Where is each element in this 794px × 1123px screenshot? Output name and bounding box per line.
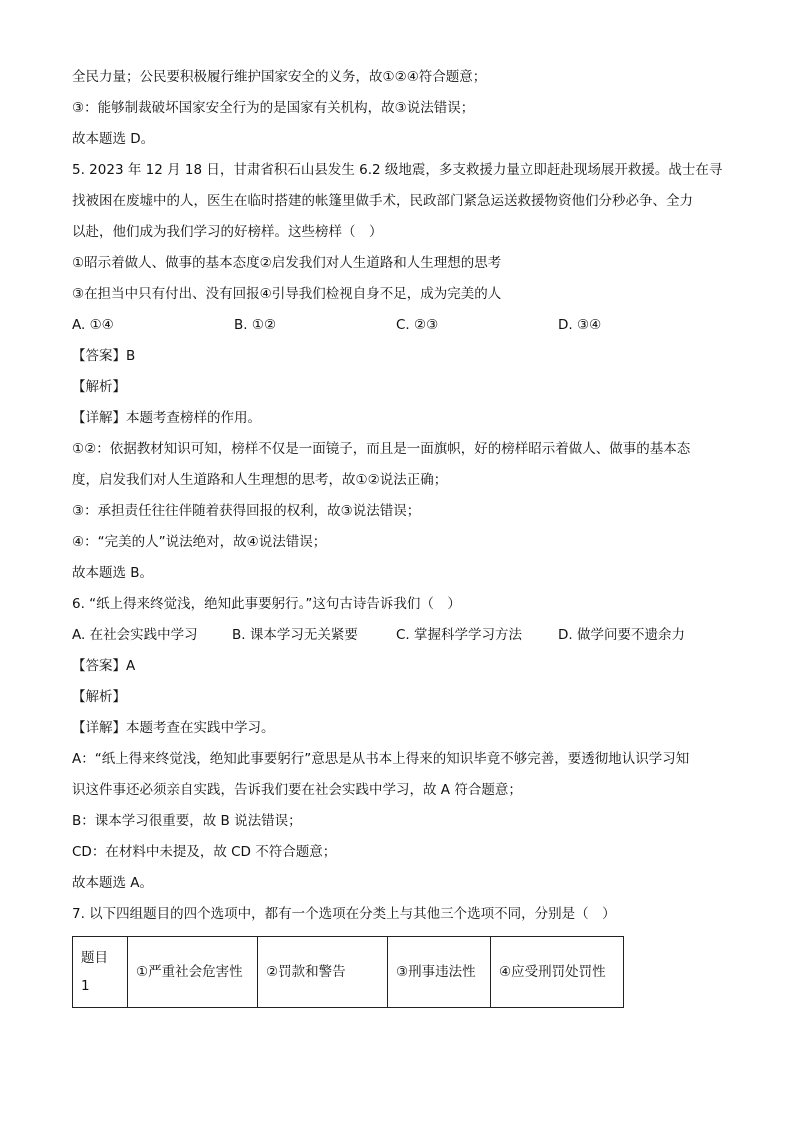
option-b: B. 课本学习无关紧要 xyxy=(232,627,358,643)
question-stem: 6. “纸上得来终觉浅，绝知此事要躬行。”这句古诗告诉我们（ ） xyxy=(72,596,461,612)
question-5 xyxy=(72,155,722,589)
analysis-label: 【解析】 xyxy=(72,689,126,705)
answer-options xyxy=(72,620,722,651)
detail-line: 【详解】本题考查在实践中学习。 xyxy=(72,720,275,736)
table-cell: ③刑事违法性 xyxy=(388,937,491,1008)
option-d: D. 做学问要不遗余力 xyxy=(558,627,685,643)
text-line: 全民力量；公民要积极履行维护国家安全的义务，故①②④符合题意； xyxy=(72,69,487,85)
question-stem: 7. 以下四组题目的四个选项中，都有一个选项在分类上与其他三个选项不同，分别是（ ） xyxy=(72,906,616,922)
question-stem: 5. 2023 年 12 月 18 日，甘肃省积石山县发生 6.2 级地震，多支救援力量立即赶赴现场展开救援。战士在寻 xyxy=(72,162,723,178)
explanation-line: ④：“完美的人”说法绝对，故④说法错误； xyxy=(72,534,327,550)
text-line: 故本题选 D。 xyxy=(72,131,155,147)
answer-line: 【答案】B xyxy=(72,348,136,364)
question-stem: 以赴，他们成为我们学习的好榜样。这些榜样（ ） xyxy=(72,224,383,240)
explanation-line: CD：在材料中未提及，故 CD 不符合题意； xyxy=(72,844,337,860)
table-cell: ①严重社会危害性 xyxy=(128,937,258,1008)
question-7 xyxy=(72,899,722,1008)
option-c: C. ②③ xyxy=(396,317,439,333)
conclusion-line: 故本题选 A。 xyxy=(72,875,154,891)
table-cell: ②罚款和警告 xyxy=(258,937,388,1008)
answer-options xyxy=(72,310,722,341)
option-a: A. 在社会实践中学习 xyxy=(72,627,198,643)
detail-line: 【详解】本题考查榜样的作用。 xyxy=(72,410,261,426)
table-cell-label: 题目 1 xyxy=(73,937,128,1008)
conclusion-line: 故本题选 B。 xyxy=(72,565,154,581)
statement-line: ①昭示着做人、做事的基本态度②启发我们对人生道路和人生理想的思考 xyxy=(72,255,502,271)
classification-table xyxy=(72,936,624,1008)
answer-line: 【答案】A xyxy=(72,658,136,674)
option-b: B. ①② xyxy=(234,317,277,333)
question-stem: 找被困在废墟中的人，医生在临时搭建的帐篷里做手术，民政部门紧急运送救援物资他们分秒必争、全力 xyxy=(72,193,693,209)
explanation-line: 度，启发我们对人生道路和人生理想的思考，故①②说法正确； xyxy=(72,472,448,488)
document-page xyxy=(72,62,722,1008)
statement-line: ③在担当中只有付出、没有回报④引导我们检视自身不足，成为完美的人 xyxy=(72,286,502,302)
option-a: A. ①④ xyxy=(72,317,114,333)
option-c: C. 掌握科学学习方法 xyxy=(396,627,523,643)
text-line: ③：能够制裁破坏国家安全行为的是国家有关机构，故③说法错误； xyxy=(72,100,475,116)
analysis-label: 【解析】 xyxy=(72,379,126,395)
table-row xyxy=(73,937,624,1008)
table-cell: ④应受刑罚处罚性 xyxy=(491,937,624,1008)
question-6 xyxy=(72,589,722,899)
explanation-line: ①②：依据教材知识可知，榜样不仅是一面镜子，而且是一面旗帜，好的榜样昭示着做人、做事的基本态 xyxy=(72,441,691,457)
explanation-line: A：“纸上得来终觉浅，绝知此事要躬行”意思是从书本上得来的知识毕竟不够完善，要透彻地认识学习知 xyxy=(72,751,690,767)
option-d: D. ③④ xyxy=(558,317,602,333)
explanation-line: B：课本学习很重要，故 B 说法错误； xyxy=(72,813,302,829)
explanation-line: ③：承担责任往往伴随着获得回报的权利，故③说法错误； xyxy=(72,503,421,519)
explanation-line: 识这件事还必须亲自实践，告诉我们要在社会实践中学习，故 A 符合题意； xyxy=(72,782,522,798)
